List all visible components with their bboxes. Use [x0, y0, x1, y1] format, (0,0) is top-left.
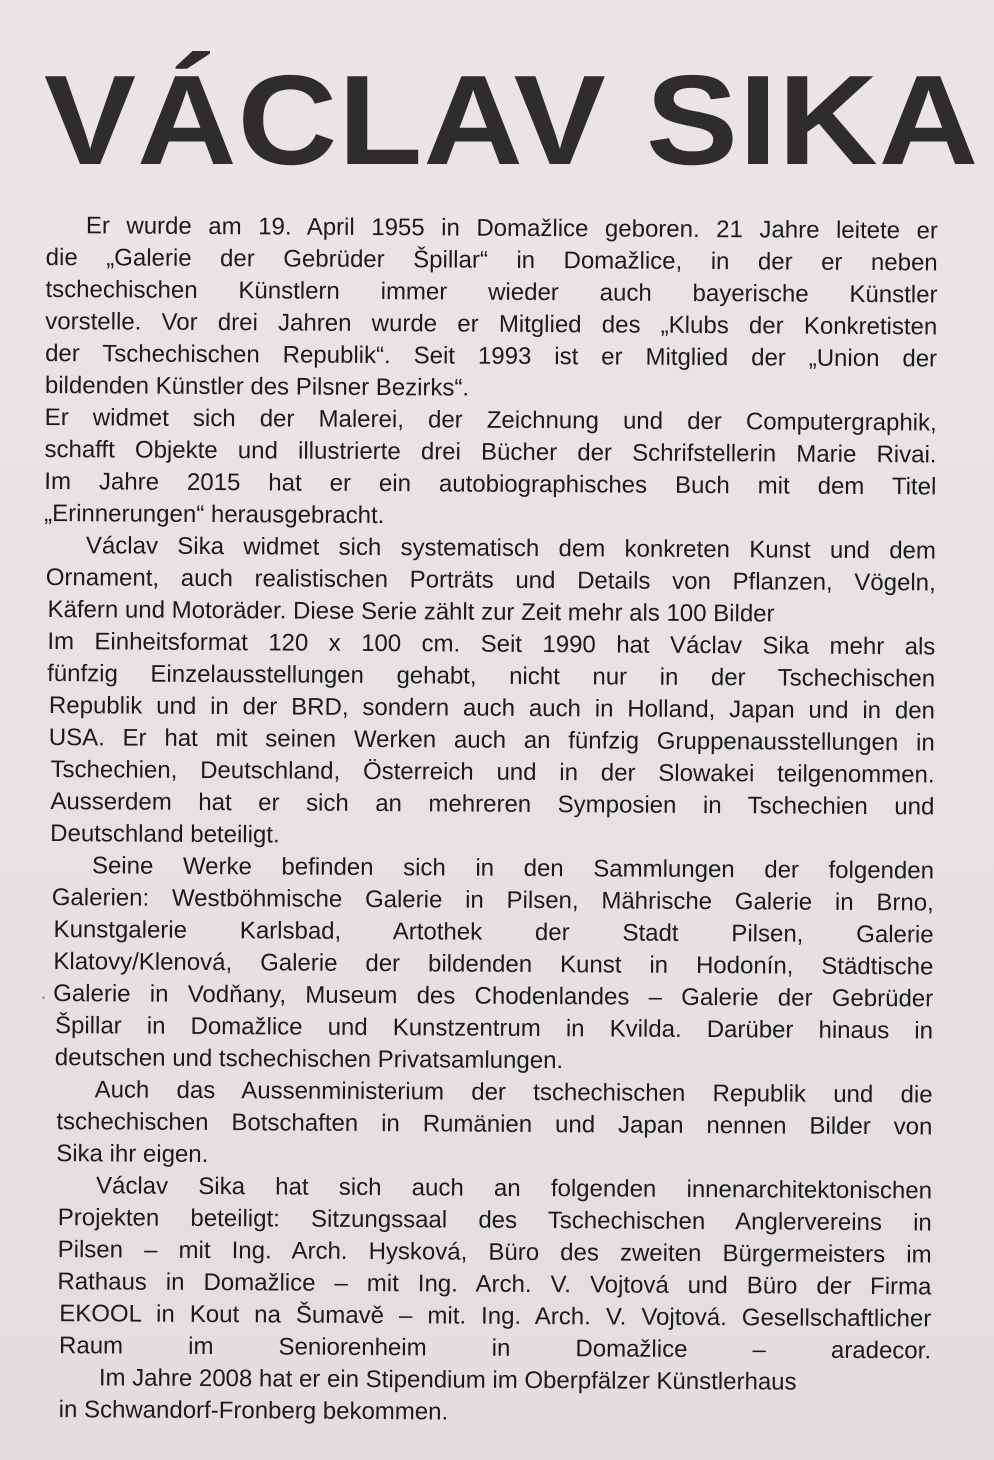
- text-line: USA. Er hat mit seinen Werken auch an fünfzig Gruppenausstellungen in: [48, 724, 935, 757]
- text-line: Projekten beteiligt: Sitzungssaal des Tschechischen Anglervereins in: [57, 1204, 932, 1237]
- text-line: Klatovy/Klenová, Galerie der bildenden Kunst in Hodonín, Städtische: [53, 948, 934, 981]
- text-line: bildenden Künstler des Pilsner Bezirks“.: [44, 371, 470, 402]
- text-line: Er widmet sich der Malerei, der Zeichnung und der Computergraphik,: [44, 403, 937, 437]
- text-line: Pilsen – mit Ing. Arch. Hysková, Büro des zweiten Bürgermeisters im: [57, 1236, 932, 1269]
- text-line: Václav Sika widmet sich systematisch dem konkreten Kunst und dem: [85, 532, 937, 565]
- text-line: fünfzig Einzelausstellungen gehabt, nicht nur in der Tschechischen: [47, 660, 936, 693]
- text-line: Galerien: Westböhmische Galerie in Pilsen, Mährische Galerie in Brno,: [51, 884, 934, 917]
- text-line: deutschen und tschechischen Privatsamlungen.: [54, 1044, 564, 1075]
- text-line: tschechischen Künstlern immer wieder auch bayerische Künstler: [45, 275, 938, 309]
- text-line: Republik und in der BRD, sondern auch auch in Holland, Japan und in den: [48, 692, 936, 725]
- text-line: Deutschland beteiligt.: [50, 820, 280, 849]
- text-line: Špillar in Domažlice und Kunstzentrum in Kvilda. Darüber hinaus in: [54, 1012, 934, 1045]
- text-line: vorstelle. Vor drei Jahren wurde er Mitglied des „Klubs der Konkretisten: [45, 307, 938, 341]
- text-line: schafft Objekte und illustrierte drei Bücher der Schrifstellerin Marie Rivai.: [44, 435, 937, 469]
- text-line: Rathaus in Domažlice – mit Ing. Arch. V. Vojtová und Büro der Firma: [57, 1268, 932, 1301]
- text-line: Ornament, auch realistischen Porträts und Details von Pflanzen, Vögeln,: [45, 564, 936, 597]
- text-line: Im Jahre 2015 hat er ein autobiographisches Buch mit dem Titel: [44, 467, 937, 501]
- text-line: Im Einheitsformat 120 x 100 cm. Seit 1990 hat Václav Sika mehr als: [47, 628, 936, 661]
- text-line: tschechischen Botschaften in Rumänien und Japan nennen Bilder von: [56, 1108, 933, 1141]
- text-line: Ausserdem hat er sich an mehreren Symposien in Tschechien und: [50, 788, 935, 821]
- text-line: Käfern und Motoräder. Diese Serie zählt zur Zeit mehr als 100 Bilder: [47, 596, 775, 628]
- page-title: VÁCLAV SIKA: [44, 48, 980, 192]
- text-line: die „Galerie der Gebrüder Špillar“ in Domažlice, in der er neben: [45, 243, 938, 277]
- text-line: Sika ihr eigen.: [56, 1140, 209, 1169]
- text-line: der Tschechischen Republik“. Seit 1993 ist er Mitglied der „Union der: [45, 339, 938, 373]
- text-line: „Erinnerungen“ herausgebracht.: [44, 499, 385, 530]
- text-line: Auch das Aussenministerium der tschechischen Republik und die: [94, 1076, 933, 1109]
- text-line: Er wurde am 19. April 1955 in Domažlice geboren. 21 Jahre leitete er: [85, 212, 938, 245]
- text-line: Seine Werke befinden sich in den Sammlungen der folgenden: [91, 852, 935, 885]
- text-line: Tschechien, Deutschland, Österreich und in der Slowakei teilgenommen.: [50, 756, 935, 789]
- text-line: Im Jahre 2008 hat er ein Stipendium im Oberpfälzer Künstlerhaus: [98, 1364, 797, 1396]
- text-line: Raum im Seniorenheim in Domažlice – aradecor.: [58, 1332, 932, 1365]
- text-line: Galerie in Vodňany, Museum des Chodenlandes – Galerie der Gebrüder: [53, 980, 934, 1013]
- text-line: Kunstgalerie Karlsbad, Artothek der Stadt Pilsen, Galerie: [53, 916, 934, 949]
- biography-text: [39, 210, 938, 1431]
- text-line: EKOOL in Kout na Šumavě – mit. Ing. Arch. V. Vojtová. Gesellschaftlicher: [59, 1300, 932, 1333]
- paper-speck: [42, 996, 45, 999]
- text-line: Václav Sika hat sich auch an folgenden innenarchitektonischen: [95, 1172, 933, 1205]
- text-line: in Schwandorf-Fronberg bekommen.: [58, 1396, 449, 1426]
